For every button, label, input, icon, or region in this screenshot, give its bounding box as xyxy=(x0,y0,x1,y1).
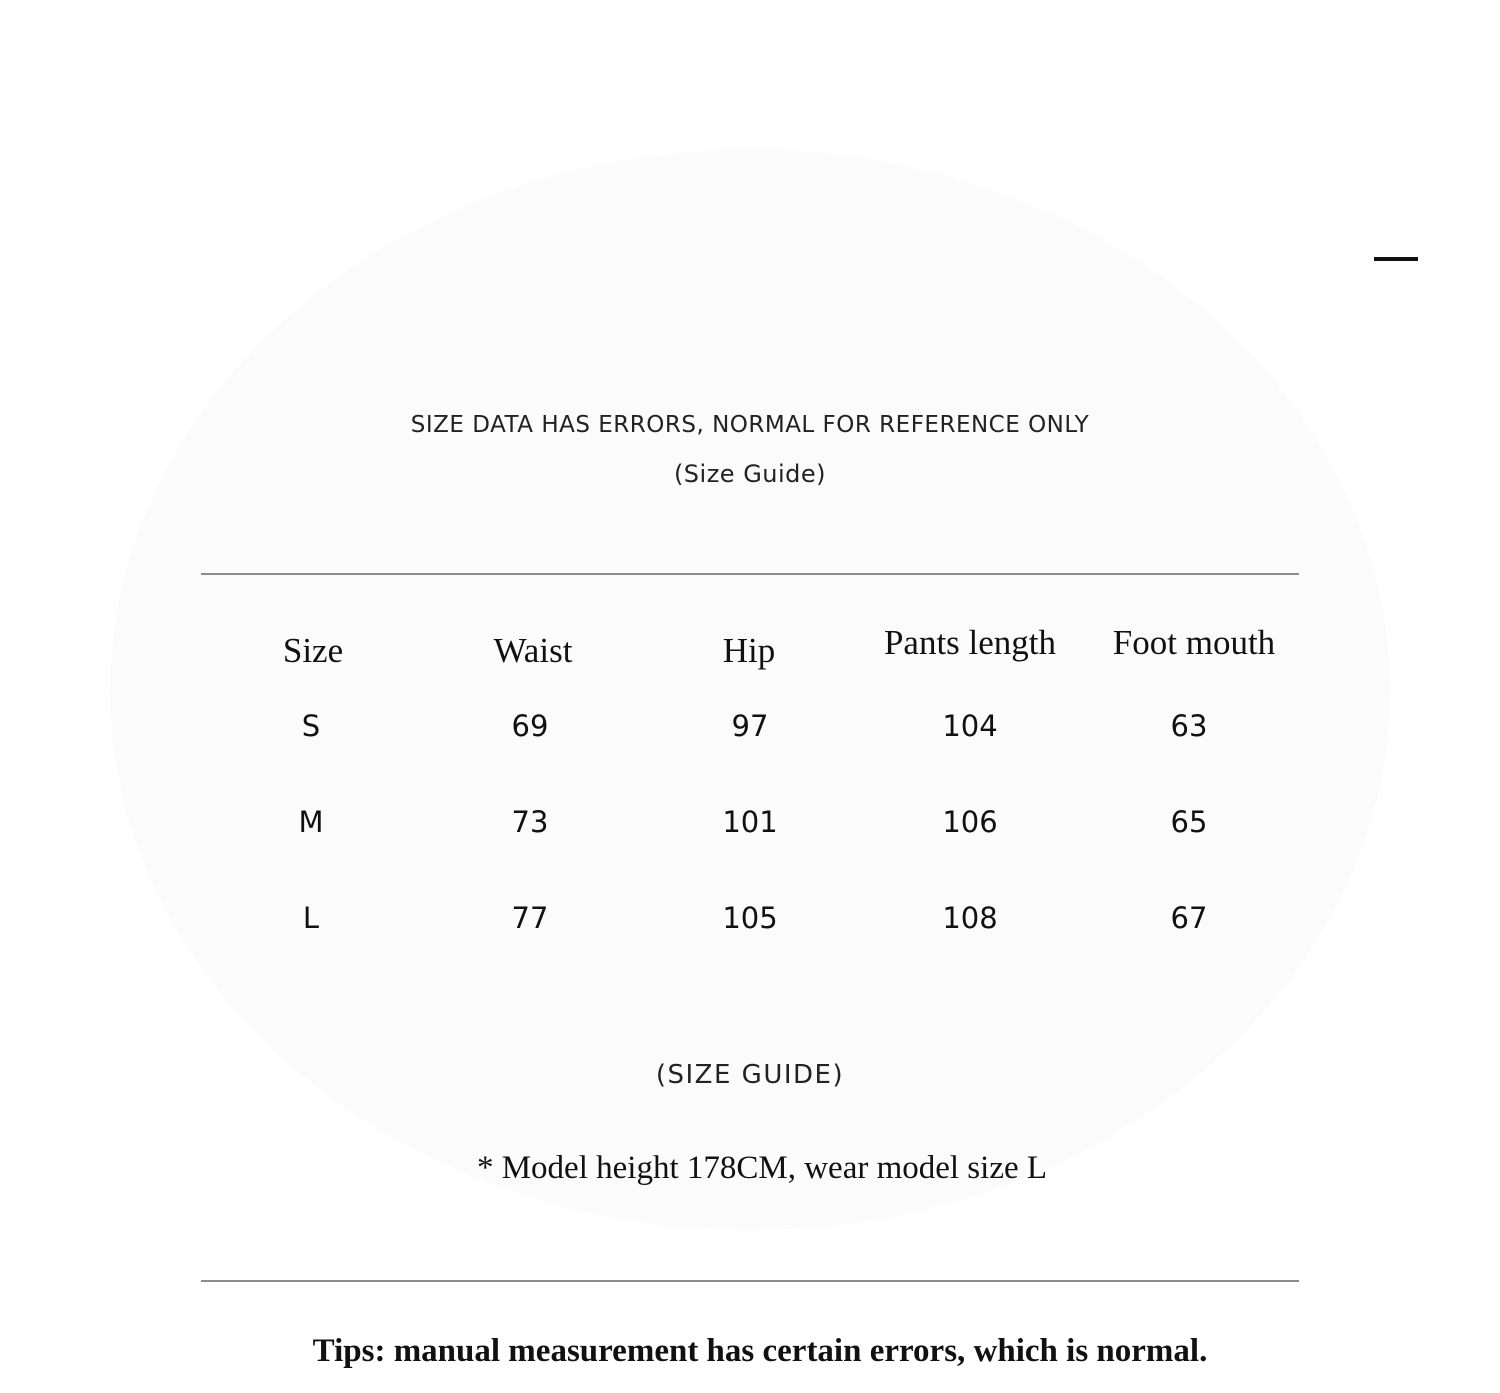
cell-pants-length: 108 xyxy=(942,901,998,935)
size-guide-subtitle: (Size Guide) xyxy=(673,460,827,488)
header-waist: Waist xyxy=(493,631,573,670)
cell-waist: 77 xyxy=(511,901,549,935)
cell-pants-length: 104 xyxy=(942,709,998,743)
size-guide-label: (SIZE GUIDE) xyxy=(655,1060,845,1090)
tips-text: Tips: manual measurement has certain errors, which is normal. xyxy=(312,1333,1208,1369)
cell-foot-mouth: 65 xyxy=(1170,805,1208,839)
cell-hip: 105 xyxy=(722,901,778,935)
cell-hip: 97 xyxy=(731,709,769,743)
header-foot-mouth: Foot mouth xyxy=(1112,623,1276,662)
cell-size: L xyxy=(302,901,320,935)
cell-size: S xyxy=(301,709,321,743)
cell-pants-length: 106 xyxy=(942,805,998,839)
header-size: Size xyxy=(282,631,344,670)
minus-icon xyxy=(1374,257,1418,261)
cell-hip: 101 xyxy=(722,805,778,839)
header-pants-length: Pants length xyxy=(883,623,1057,662)
model-note: * Model height 178CM, wear model size L xyxy=(476,1150,1048,1186)
cell-size: M xyxy=(298,805,324,839)
cell-foot-mouth: 63 xyxy=(1170,709,1208,743)
top-divider xyxy=(201,573,1299,575)
cell-foot-mouth: 67 xyxy=(1170,901,1208,935)
header-hip: Hip xyxy=(722,631,776,670)
cell-waist: 69 xyxy=(511,709,549,743)
cell-waist: 73 xyxy=(511,805,549,839)
reference-notice: SIZE DATA HAS ERRORS, NORMAL FOR REFERENCE ONLY xyxy=(410,412,1090,438)
bottom-divider xyxy=(201,1280,1299,1282)
